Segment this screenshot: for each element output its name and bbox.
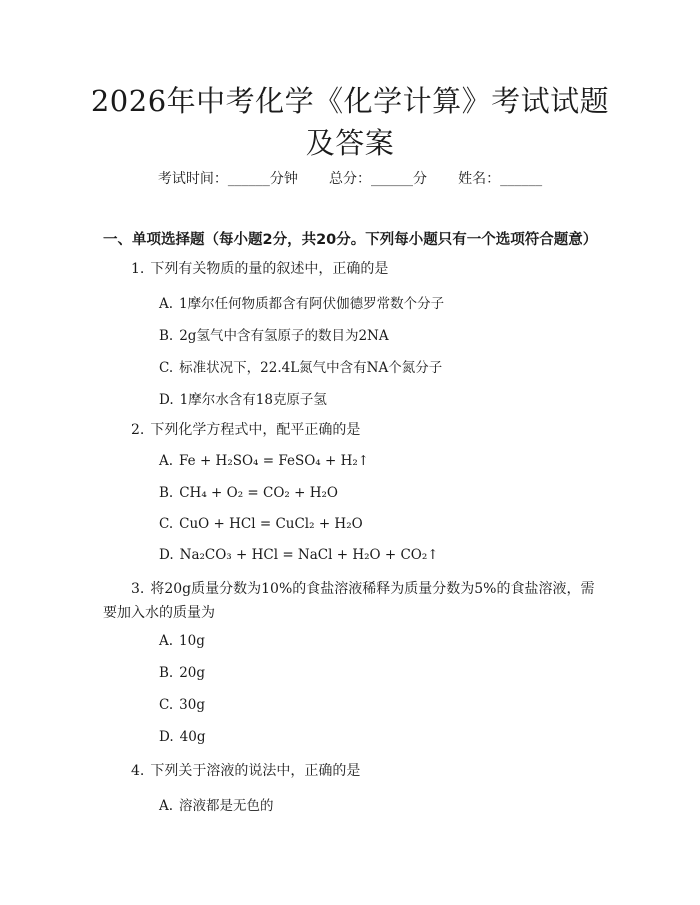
option-1b (159, 324, 389, 344)
option-2d (159, 547, 439, 563)
option-text: 1摩尔任何物质都含有阿伏伽德罗常数个分子 (179, 296, 445, 312)
question-number: 2. (131, 422, 145, 438)
question-1 (131, 257, 601, 281)
option-text: 2g氢气中含有氢原子的数目为2NA (179, 328, 389, 344)
option-letter: A. (159, 296, 174, 312)
question-number: 4. (131, 763, 145, 779)
question-text: 下列关于溶液的说法中，正确的是 (150, 763, 361, 779)
option-letter: A. (159, 633, 174, 649)
option-letter: A. (159, 798, 174, 814)
option-text: 20g (179, 665, 206, 681)
question-number: 3. (131, 581, 145, 597)
option-text: 溶液都是无色的 (179, 798, 274, 814)
option-formula: Fe + H₂SO₄ = FeSO₄ + H₂↑ (179, 453, 370, 469)
option-letter: A. (159, 453, 174, 469)
score-field: 总分：______分 (329, 171, 427, 187)
question-text: 下列有关物质的量的叙述中，正确的是 (150, 261, 389, 277)
option-letter: D. (159, 729, 174, 745)
option-1d (159, 388, 327, 408)
option-text: 标准状况下，22.4L氮气中含有NA个氮分子 (179, 360, 443, 376)
option-text: 40g (179, 729, 206, 745)
option-text: 10g (179, 633, 205, 649)
option-1a (159, 292, 444, 312)
option-3d (159, 729, 205, 745)
option-letter: C. (159, 360, 174, 376)
option-letter: D. (159, 392, 174, 408)
option-letter: C. (159, 697, 174, 713)
option-3b (159, 665, 205, 681)
option-letter: B. (159, 665, 174, 681)
option-letter: B. (159, 328, 174, 344)
question-number: 1. (131, 261, 145, 277)
section-heading: 一、单项选择题（每小题2分，共20分。下列每小题只有一个选项符合题意） (103, 232, 598, 248)
option-formula: CH₄ + O₂ = CO₂ + H₂O (179, 485, 338, 501)
question-text: 下列化学方程式中，配平正确的是 (150, 422, 361, 438)
question-4 (131, 759, 601, 783)
option-4a (159, 794, 274, 814)
option-3c (159, 697, 205, 713)
option-text: 30g (179, 697, 205, 713)
option-2b (159, 485, 338, 501)
option-2a (159, 453, 369, 469)
question-text: 将20g质量分数为10%的食盐溶液稀释为质量分数为5%的食盐溶液，需要加入水的质量为 (103, 581, 595, 621)
option-letter: D. (159, 547, 174, 563)
option-letter: C. (159, 516, 174, 532)
option-text: 1摩尔水含有18克原子氢 (179, 392, 327, 408)
option-1c (159, 356, 442, 376)
exam-meta (0, 168, 700, 188)
name-field: 姓名：______ (458, 171, 543, 187)
option-letter: B. (159, 485, 174, 501)
question-3 (103, 577, 603, 625)
option-formula: Na₂CO₃ + HCl = NaCl + H₂O + CO₂↑ (179, 547, 439, 563)
option-2c (159, 516, 363, 532)
time-field: 考试时间：______分钟 (157, 171, 298, 187)
page-title: 2026年中考化学《化学计算》考试试题及答案 (90, 84, 610, 160)
option-formula: CuO + HCl = CuCl₂ + H₂O (179, 516, 363, 532)
option-3a (159, 633, 205, 649)
question-2 (131, 418, 601, 442)
